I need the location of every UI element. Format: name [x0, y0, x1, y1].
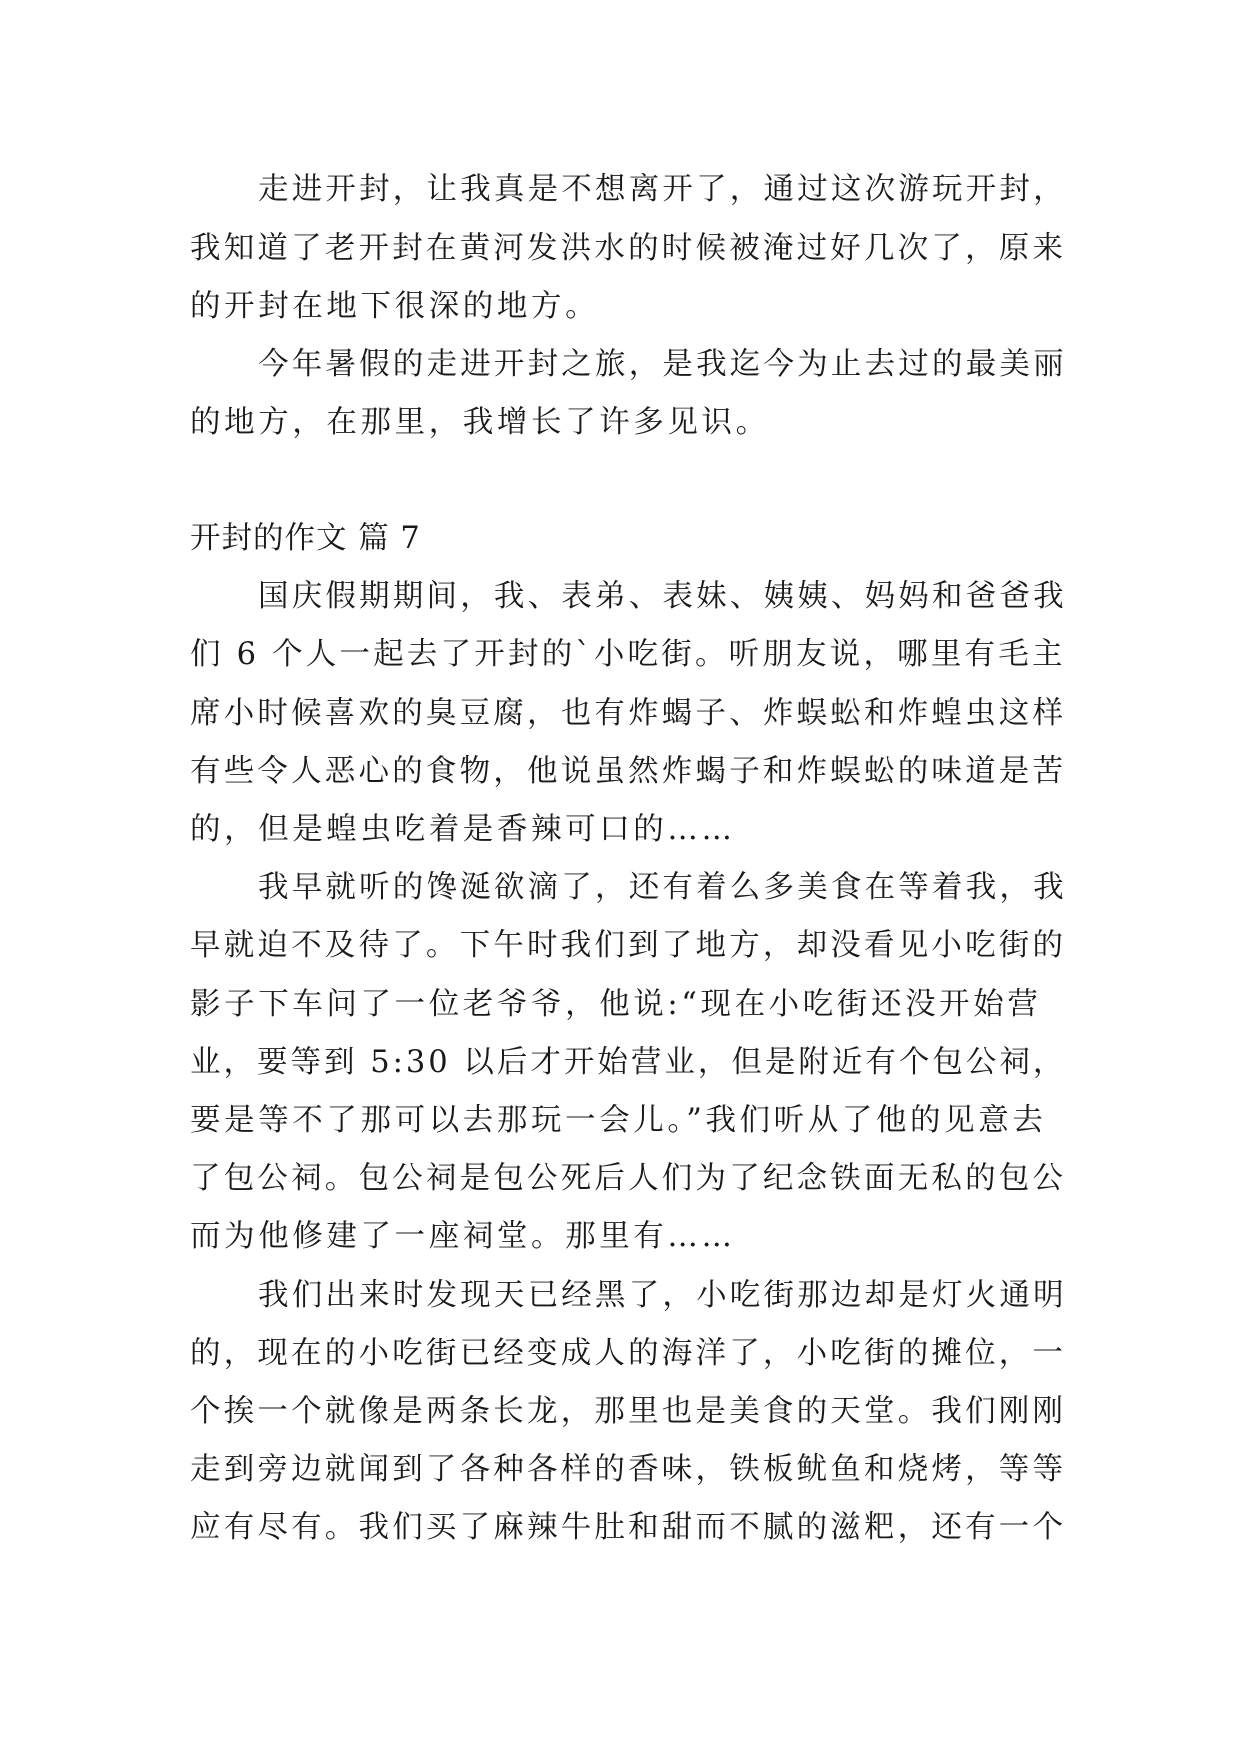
- paragraph-line: 影子下车问了一位老爷爷，他说:“现在小吃街还没开始营: [190, 987, 1042, 1022]
- section-heading: 开封的作文 篇 7: [190, 521, 421, 556]
- paragraph-line: 我早就听的馋涎欲滴了，还有着么多美食在等着我，我: [258, 870, 1067, 905]
- paragraph-line: 国庆假期期间，我、表弟、表妹、姨姨、妈妈和爸爸我: [258, 579, 1067, 614]
- paragraph-line: 应有尽有。我们买了麻辣牛肚和甜而不腻的滋粑，还有一个: [190, 1510, 1067, 1545]
- paragraph-line: 的地方，在那里，我增长了许多见识。: [190, 405, 770, 440]
- paragraph-line: 们 6 个人一起去了开封的`小吃街。听朋友说，哪里有毛主: [190, 637, 1066, 672]
- paragraph-line: 而为他修建了一座祠堂。那里有……: [190, 1219, 736, 1254]
- paragraph-line: 要是等不了那可以去那玩一会儿。”我们听从了他的见意去: [190, 1103, 1047, 1138]
- paragraph-line: 了包公祠。包公祠是包公死后人们为了纪念铁面无私的包公: [190, 1161, 1067, 1196]
- paragraph-line: 的，现在的小吃街已经变成人的海洋了，小吃街的摊位，一: [190, 1336, 1067, 1371]
- paragraph-line: 我们出来时发现天已经黑了，小吃街那边却是灯火通明: [258, 1278, 1067, 1313]
- paragraph-line: 席小时候喜欢的臭豆腐，也有炸蝎子、炸蜈蚣和炸蝗虫这样: [190, 696, 1067, 731]
- paragraph-line: 今年暑假的走进开封之旅，是我迄今为止去过的最美丽: [258, 347, 1067, 382]
- paragraph-line: 个挨一个就像是两条长龙，那里也是美食的天堂。我们刚刚: [190, 1394, 1067, 1429]
- paragraph-line: 走到旁边就闻到了各种各样的香味，铁板鱿鱼和烧烤，等等: [190, 1452, 1067, 1487]
- paragraph-line: 我知道了老开封在黄河发洪水的时候被淹过好几次了，原来: [190, 231, 1067, 266]
- paragraph-line: 早就迫不及待了。下午时我们到了地方，却没看见小吃街的: [190, 928, 1067, 963]
- paragraph-line: 有些令人恶心的食物，他说虽然炸蝎子和炸蜈蚣的味道是苦: [190, 754, 1067, 789]
- paragraph-line: 业，要等到 5:30 以后才开始营业，但是附近有个包公祠，: [190, 1045, 1067, 1080]
- paragraph-line: 的，但是蝗虫吃着是香辣可口的……: [190, 812, 736, 847]
- paragraph-line: 的开封在地下很深的地方。: [190, 289, 600, 324]
- paragraph-line: 走进开封，让我真是不想离开了，通过这次游玩开封，: [258, 172, 1067, 207]
